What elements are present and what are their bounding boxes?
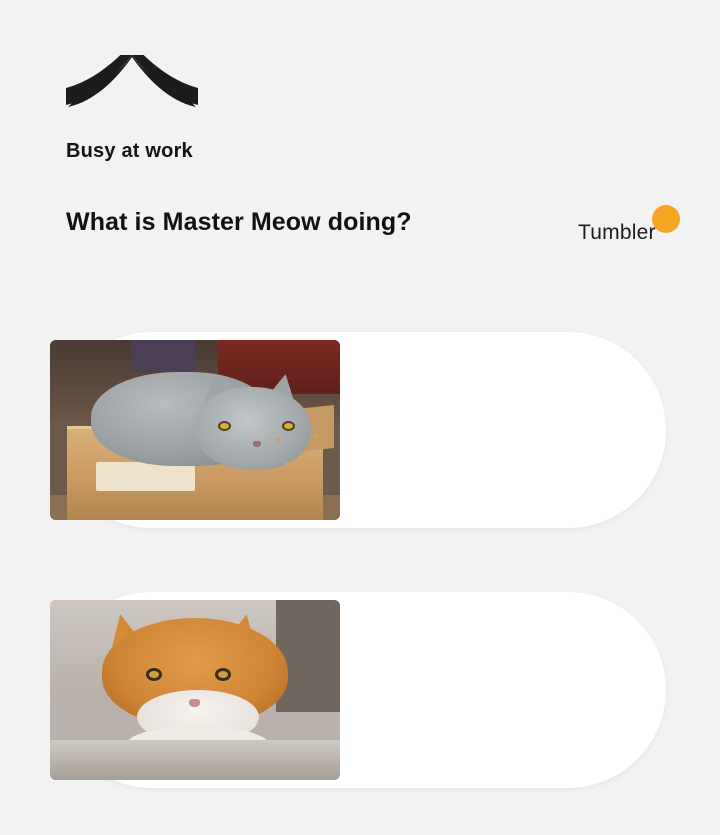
- orange-white-cat-resting-photo: [50, 600, 340, 780]
- grey-cat-in-cardboard-box-photo: [50, 340, 340, 520]
- answer-option-1[interactable]: [54, 332, 666, 528]
- answer-option-2[interactable]: [54, 592, 666, 788]
- chevron-up-icon[interactable]: [66, 55, 198, 110]
- page-title: What is Master Meow doing?: [66, 208, 412, 236]
- brand-logo: [578, 205, 688, 253]
- page-eyebrow: Busy at work: [66, 140, 193, 162]
- brand-name: Tumbler: [578, 221, 656, 244]
- orange-dot-icon: [652, 205, 680, 233]
